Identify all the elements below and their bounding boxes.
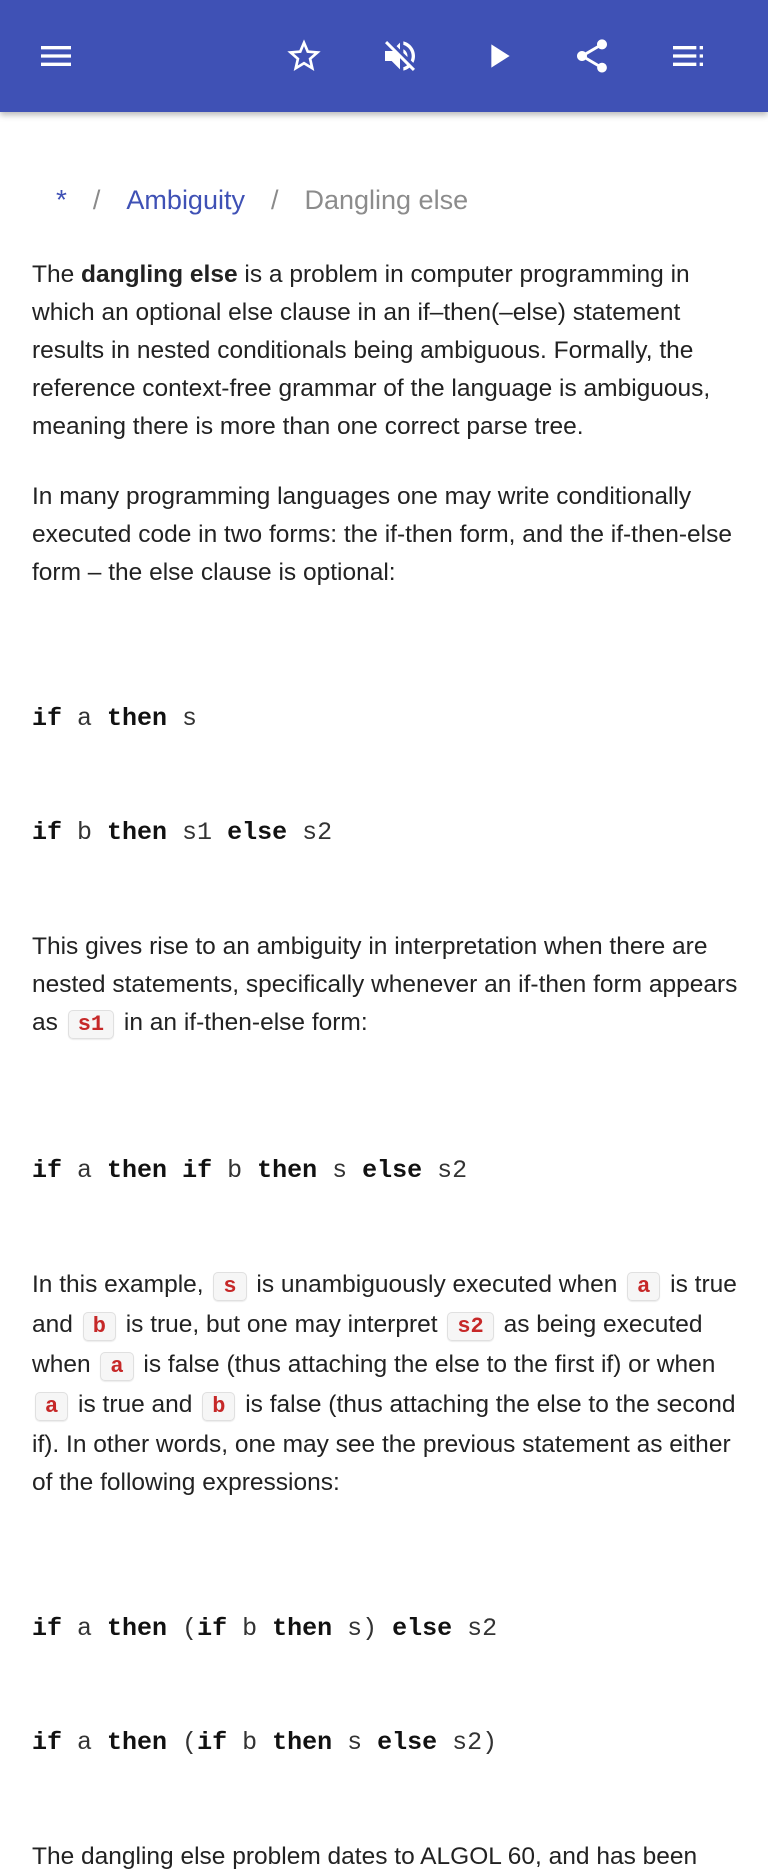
paragraph-intro: The dangling else is a problem in computer programming in which an optional else clause in an if–then(–else) statement results in nested conditionals being ambiguous. Formally, the reference context-free grammar of the language is ambiguous, meaning there is more than one correct parse tree. (32, 261, 711, 440)
breadcrumb (56, 180, 468, 220)
mute-button[interactable] (372, 28, 428, 84)
inline-code: a (100, 1352, 133, 1381)
code-line: if b then s1 else s2 (32, 818, 333, 847)
code-block-forms (32, 624, 740, 928)
breadcrumb-link-ambiguity[interactable]: Ambiguity (126, 184, 245, 215)
code-line: if a then (if b then s else s2) (32, 1728, 498, 1757)
code-line: if a then if b then s else s2 (32, 1156, 468, 1185)
breadcrumb-current: Dangling else (304, 184, 469, 215)
code-block-nested (32, 1076, 740, 1266)
share-icon (572, 36, 612, 76)
paragraph-ambiguity: This gives rise to an ambiguity in interpretation when there are nested statements, specifically whenever an if-then form appears as s1 in an if-then-else form: (32, 933, 738, 1037)
inline-code: b (83, 1312, 116, 1341)
bookmark-button[interactable] (276, 28, 332, 84)
inline-code: s2 (447, 1312, 493, 1341)
breadcrumb-separator: / (92, 184, 101, 215)
paragraph-history: The dangling else problem dates to ALGOL 60, and has been (32, 1843, 698, 1870)
star-outline-icon (284, 36, 324, 76)
inline-code: s1 (68, 1010, 114, 1039)
share-button[interactable] (564, 28, 620, 84)
code-line: if a then (if b then s) else s2 (32, 1614, 498, 1643)
play-button[interactable] (470, 28, 526, 84)
volume-off-icon (380, 36, 420, 76)
app-bar (0, 0, 768, 112)
paragraph-forms: In many programming languages one may write conditionally executed code in two forms: the if-then form, and the if-then-else form – the else clause is optional: (32, 483, 732, 586)
inline-code: a (35, 1392, 68, 1421)
menu-button[interactable] (28, 28, 84, 84)
code-block-interpretations (32, 1534, 740, 1838)
menu-icon (36, 36, 76, 76)
table-of-contents-button[interactable] (660, 28, 716, 84)
play-icon (478, 36, 518, 76)
article-content (32, 256, 740, 1876)
term-dangling-else: dangling else (81, 261, 238, 288)
code-line: if a then s (32, 704, 198, 733)
paragraph-example: In this example, s is unambiguously executed when a is true and b is true, but one may interpret s2 as being executed when a is false (thus attaching the else to the first if) or when a is true and b is false (thus attaching the else to the second if). In other words, one may see the previous statement as either of the following expressions: (32, 1271, 737, 1496)
inline-code: b (202, 1392, 235, 1421)
inline-code: s (213, 1272, 246, 1301)
inline-code: a (627, 1272, 660, 1301)
breadcrumb-home[interactable]: * (56, 184, 67, 215)
breadcrumb-separator: / (270, 184, 279, 215)
playlist-icon (668, 36, 708, 76)
